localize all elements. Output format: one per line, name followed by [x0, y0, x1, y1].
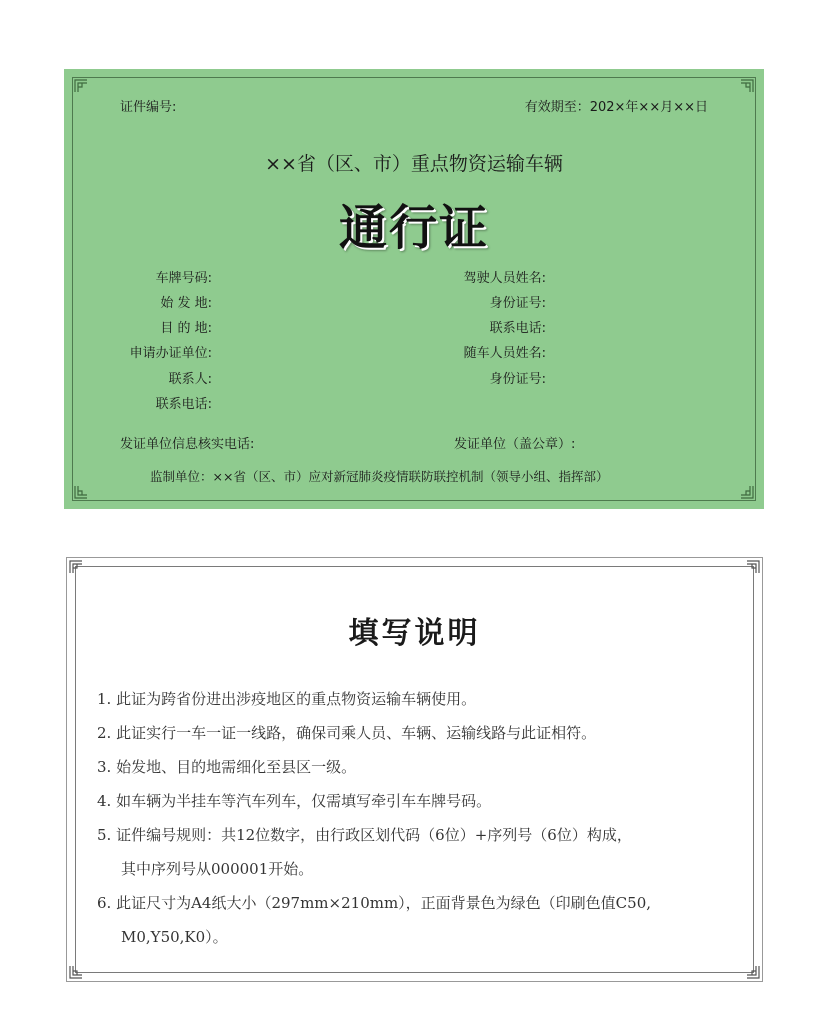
instructions-list	[97, 682, 737, 954]
destination-label: 目 的 地:	[160, 321, 212, 336]
corner-ornament-icon	[740, 485, 754, 499]
pass-subtitle: ××省（区、市）重点物资运输车辆	[265, 153, 563, 175]
validity-date: 有效期至：202×年××月××日	[524, 100, 708, 115]
instruction-item: 2. 此证实行一车一证一线路，确保司乘人员、车辆、运输线路与此证相符。	[97, 724, 597, 742]
corner-ornament-icon	[69, 965, 83, 979]
passenger-id-label: 身份证号:	[489, 372, 546, 387]
instruction-item: 1. 此证为跨省份进出涉疫地区的重点物资运输车辆使用。	[97, 690, 477, 708]
instruction-item: 3. 始发地、目的地需细化至县区一级。	[97, 758, 357, 776]
corner-ornament-icon	[69, 560, 83, 574]
corner-ornament-icon	[746, 965, 760, 979]
pass-front	[64, 69, 764, 509]
corner-ornament-icon	[74, 79, 88, 93]
certificate-number-label: 证件编号:	[120, 100, 177, 115]
driver-id-label: 身份证号:	[489, 296, 546, 311]
supervisor-unit: 监制单位：××省（区、市）应对新冠肺炎疫情联防联控机制（领导小组、指挥部）	[150, 469, 609, 484]
verify-phone-label: 发证单位信息核实电话:	[120, 437, 255, 452]
driver-phone-label: 联系电话:	[489, 321, 546, 336]
contact-phone-label: 联系电话:	[155, 397, 212, 412]
instruction-item: 6. 此证尺寸为A4纸大小（297mm×210mm），正面背景色为绿色（印刷色值C50, M0,Y50,K0）。	[97, 894, 652, 946]
instructions-title: 填写说明	[348, 616, 481, 651]
origin-label: 始 发 地:	[160, 296, 212, 311]
applicant-unit-label: 申请办证单位:	[129, 346, 212, 361]
passenger-name-label: 随车人员姓名:	[463, 346, 546, 361]
corner-ornament-icon	[746, 560, 760, 574]
plate-number-label: 车牌号码:	[155, 271, 212, 286]
corner-ornament-icon	[74, 485, 88, 499]
driver-name-label: 驾驶人员姓名:	[463, 271, 546, 286]
pass-title: 通行证	[338, 200, 489, 256]
contact-person-label: 联系人:	[168, 372, 212, 387]
pass-instructions	[66, 557, 763, 982]
issuing-unit-label: 发证单位（盖公章）:	[454, 437, 576, 452]
instruction-item: 5. 证件编号规则：共12位数字，由行政区划代码（6位）+序列号（6位）构成， 其中序列号从000001开始。	[97, 826, 632, 878]
instruction-item: 4. 如车辆为半挂车等汽车列车，仅需填写牵引车车牌号码。	[97, 792, 492, 810]
corner-ornament-icon	[740, 79, 754, 93]
